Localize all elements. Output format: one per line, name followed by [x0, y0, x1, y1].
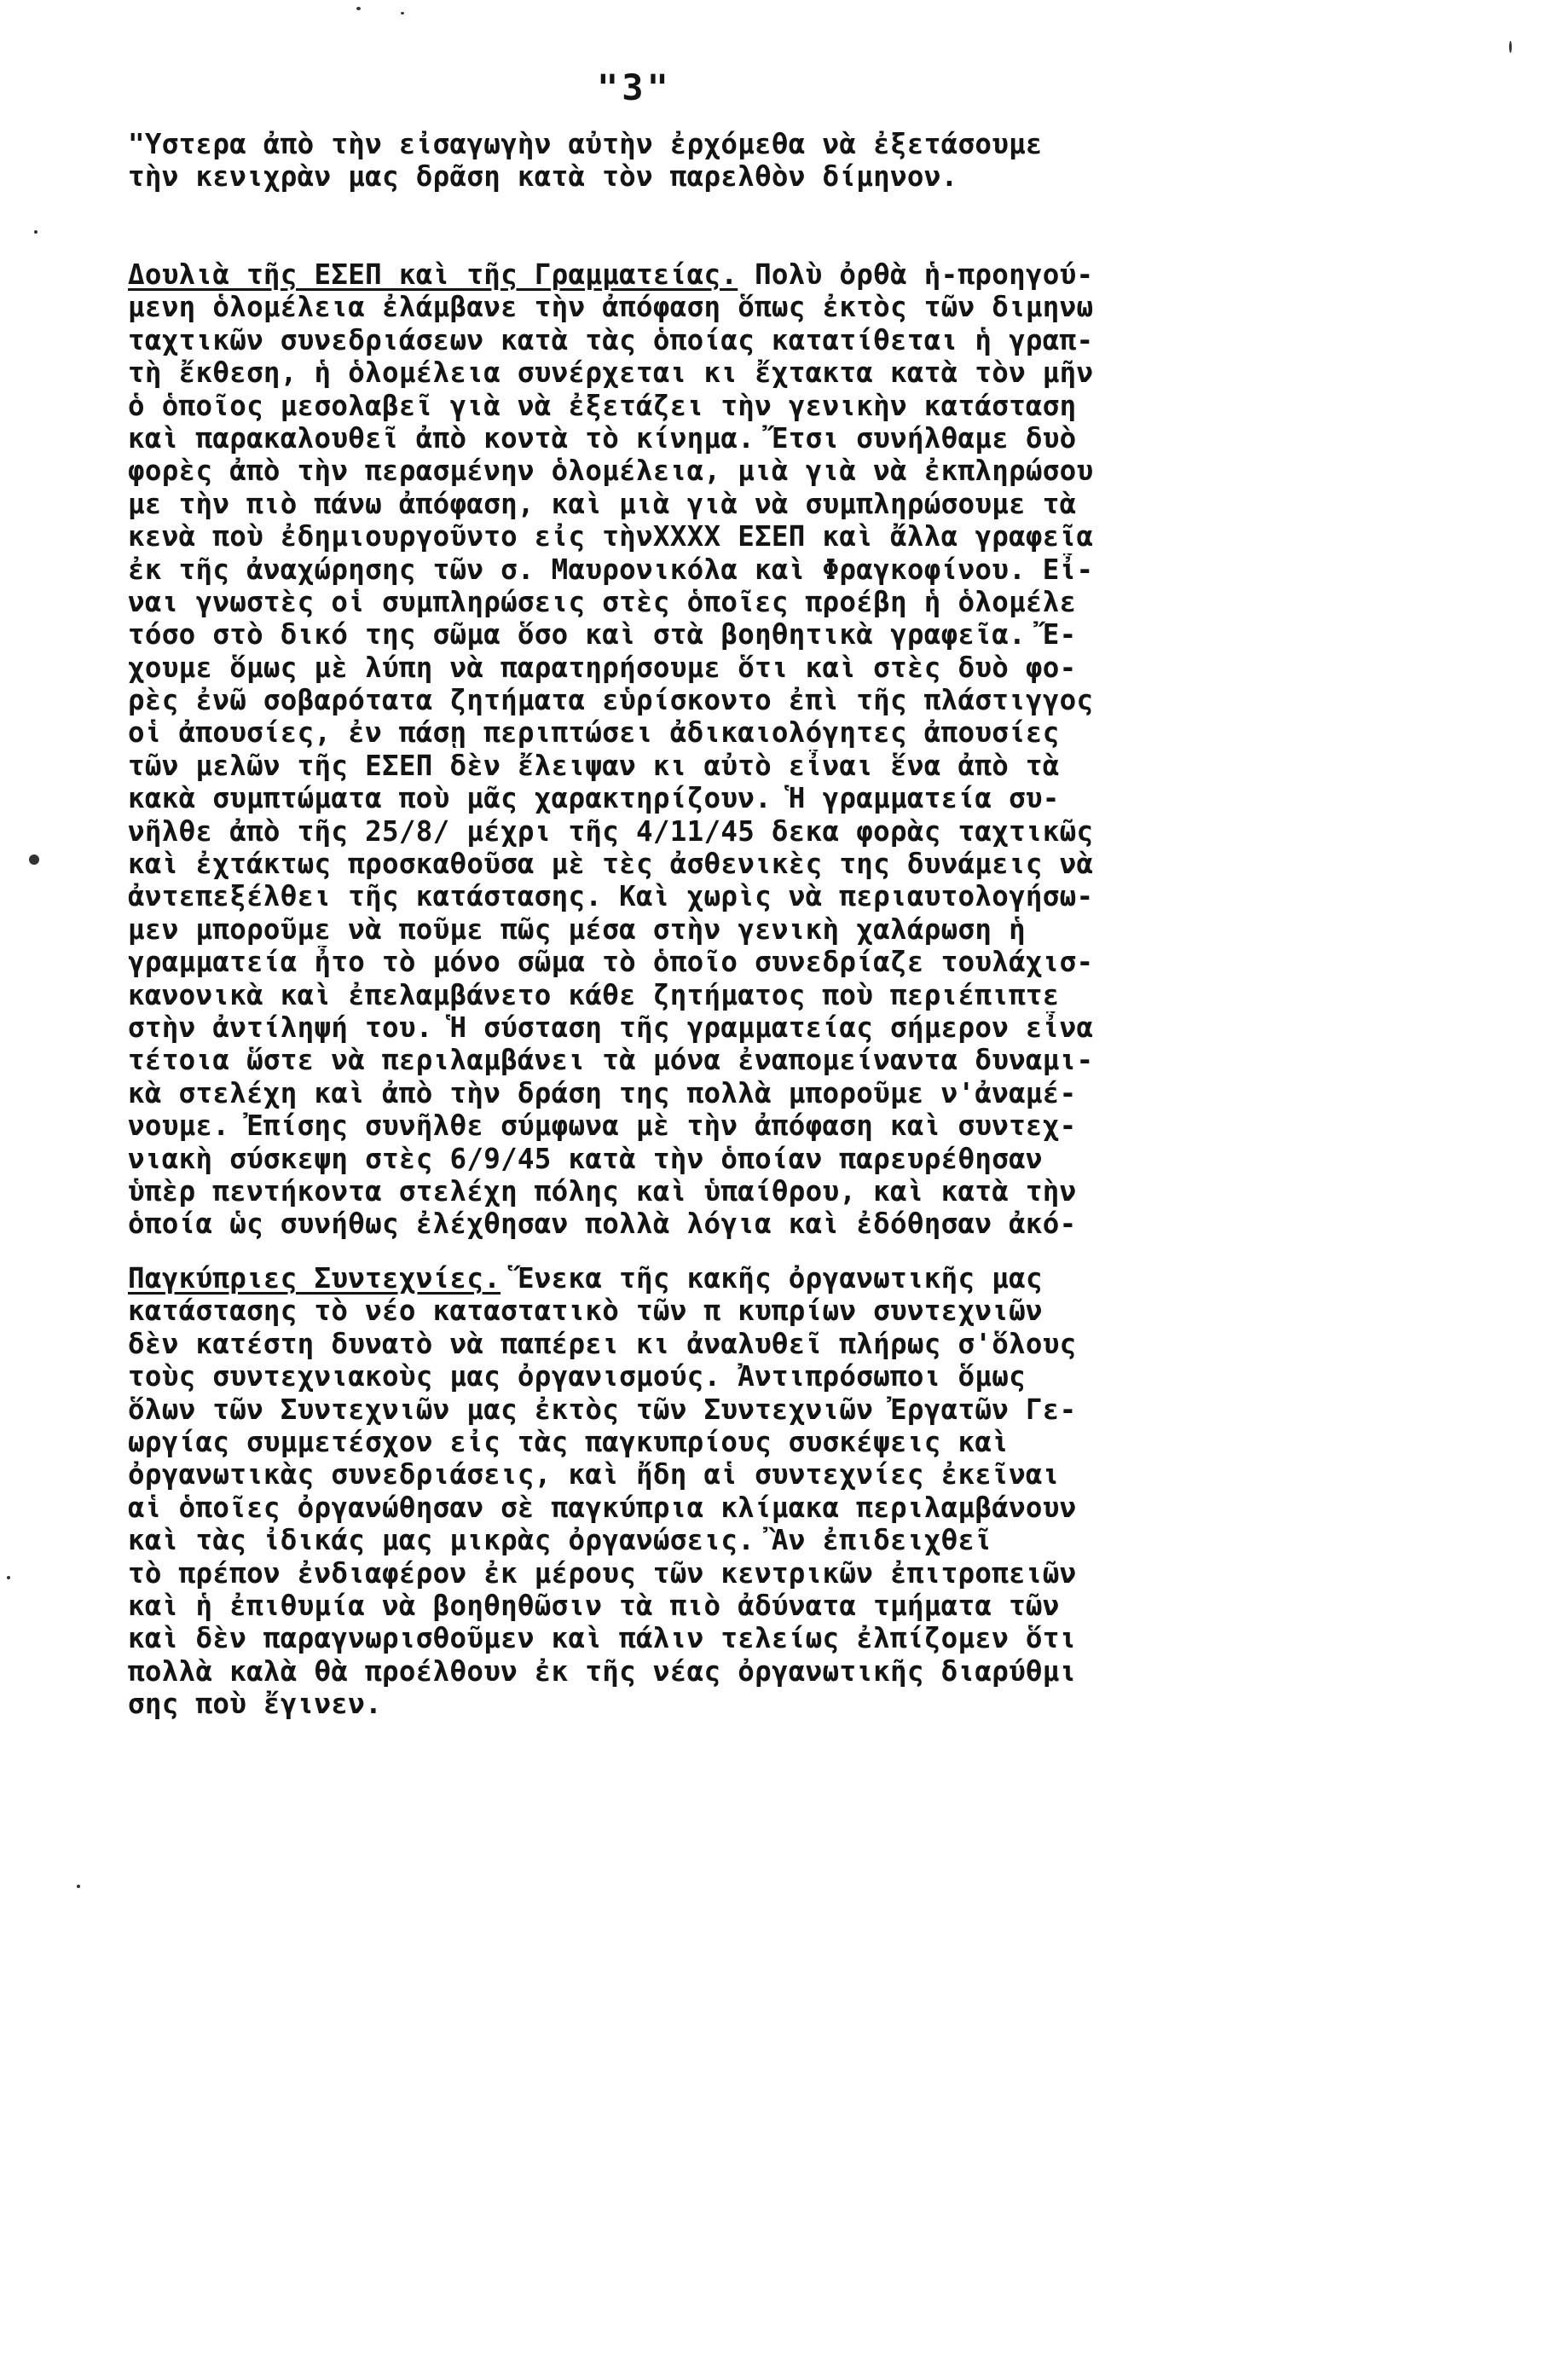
text-line: πολλὰ καλὰ θὰ προέλθουν ἐκ τῆς νέας ὀργανωτικῆς διαρύθμι — [128, 1654, 1077, 1688]
intro-paragraph — [128, 128, 1560, 194]
text-line: φορὲς ἀπὸ τὴν περασμένην ὁλομέλεια, μιὰ γιὰ νὰ ἐκπληρώσου — [128, 455, 1094, 488]
text-line: καὶ παρακαλουθεῖ ἀπὸ κοντὰ τὸ κίνημα. Ἔτσι συνήλθαμε δυὸ — [128, 421, 1077, 455]
text-line: νιακὴ σύσκεψη στὲς 6/9/45 κατὰ τὴν ὁποίαν παρευρέθησαν — [128, 1142, 1043, 1175]
heading-line — [128, 258, 1560, 291]
text-line: τοὺς συντεχνιακοὺς μας ὀργανισμούς. Ἀντιπρόσωποι ὅμως — [128, 1360, 1026, 1393]
text-line: κανονικὰ καὶ ἐπελαμβάνετο κάθε ζητήματος ποὺ περιέπιπτε — [128, 978, 1060, 1011]
section-heading-unions: Παγκύπριες Συντεχνίες. — [128, 1262, 501, 1295]
text-line: κὰ στελέχη καὶ ἀπὸ τὴν δράση της πολλὰ μποροῦμε ν'ἀναμέ- — [128, 1076, 1077, 1109]
text-line: γραμματεία ἦτο τὸ μόνο σῶμα τὸ ὁποῖο συνεδρίαζε τουλάχισ- — [128, 946, 1094, 979]
text-line: ταχτικῶν συνεδριάσεων κατὰ τὰς ὁποίας κατατίθεται ἡ γραπ- — [128, 323, 1094, 356]
section-heading-esep: Δουλιὰ τῆς ΕΣΕΠ καὶ τῆς Γραμματείας. — [128, 258, 738, 291]
text-line: σης ποὺ ἔγινεν. — [128, 1688, 382, 1721]
text-line: κενὰ ποὺ ἐδημιουργοῦντο εἰς τὴνΧΧΧΧ ΕΣΕΠ καὶ ἄλλα γραφεῖα — [128, 520, 1094, 553]
text-line: οἱ ἀπουσίες, ἐν πάσῃ περιπτώσει ἀδικαιολόγητες ἀπουσίες — [128, 716, 1060, 750]
text-line: μεν μποροῦμε νὰ ποῦμε πῶς μέσα στὴν γενικὴ χαλάρωση ἡ — [128, 912, 1026, 946]
text-line: τὸ πρέπον ἐνδιαφέρον ἐκ μέρους τῶν κεντρικῶν ἐπιτροπειῶν — [128, 1556, 1077, 1590]
page-number: "3" — [597, 67, 672, 108]
text-line: τὴν κενιχρὰν μας δρᾶση κατὰ τὸν παρελθὸν δίμηνον. — [128, 160, 958, 194]
text-line: Ἕνεκα τῆς κακῆς ὀργανωτικῆς μας — [500, 1262, 1043, 1295]
section-esep-paragraph — [128, 258, 1560, 1241]
scan-speck — [29, 854, 39, 865]
text-line: νουμε. Ἐπίσης συνῆλθε σύμφωνα μὲ τὴν ἀπόφαση καὶ συντεχ- — [128, 1109, 1077, 1143]
text-line: ὅλων τῶν Συντεχνιῶν μας ἐκτὸς τῶν Συντεχνιῶν Ἐργατῶν Γε- — [128, 1393, 1077, 1426]
text-line: καὶ δὲν παραγνωρισθοῦμεν καὶ πάλιν τελείως ἐλπίζομεν ὅτι — [128, 1622, 1077, 1655]
text-line: ὁποία ὡς συνήθως ἐλέχθησαν πολλὰ λόγια καὶ ἐδόθησαν ἀκό- — [128, 1208, 1077, 1241]
heading-line — [128, 1262, 1560, 1295]
text-line: με τὴν πιὸ πάνω ἀπόφαση, καὶ μιὰ γιὰ νὰ συμπληρώσουμε τὰ — [128, 487, 1077, 520]
scan-speck — [401, 12, 404, 14]
text-line: τέτοια ὥστε νὰ περιλαμβάνει τὰ μόνα ἐναπομείναντα δυναμι- — [128, 1044, 1094, 1077]
text-line: ὁ ὁποῖος μεσολαβεῖ γιὰ νὰ ἐξετάζει τὴν γενικὴν κατάσταση — [128, 389, 1077, 422]
text-line: "Υστερα ἀπὸ τὴν εἰσαγωγὴν αὐτὴν ἐρχόμεθα νὰ ἐξετάσουμε — [128, 128, 1043, 160]
text-line: Πολὺ ὀρθὰ ἡ-προηγού- — [738, 258, 1094, 291]
text-line: αἱ ὁποῖες ὀργανώθησαν σὲ παγκύπρια κλίμακα περιλαμβάνουν — [128, 1491, 1077, 1524]
scan-speck — [1509, 41, 1512, 53]
text-line: ωργίας συμμετέσχον εἰς τὰς παγκυπρίους συσκέψεις καὶ — [128, 1425, 1010, 1458]
text-line: ναι γνωστὲς οἱ συμπληρώσεις στὲς ὁποῖες προέβη ἡ ὁλομέλε — [128, 585, 1077, 618]
scan-speck — [7, 1576, 10, 1579]
text-line: δὲν κατέστη δυνατὸ νὰ παπέρει κι ἀναλυθεῖ πλήρως σ'ὅλους — [128, 1327, 1077, 1360]
text-line: τῶν μελῶν τῆς ΕΣΕΠ δὲν ἔλειψαν κι αὐτὸ εἶναι ἕνα ἀπὸ τὰ — [128, 749, 1060, 782]
text-line: κακὰ συμπτώματα ποὺ μᾶς χαρακτηρίζουν. Ἡ γραμματεία συ- — [128, 782, 1060, 815]
text-line: ἀντεπεξέλθει τῆς κατάστασης. Καὶ χωρὶς νὰ περιαυτολογήσω- — [128, 880, 1094, 913]
text-line: ὀργανωτικὰς συνεδριάσεις, καὶ ἤδη αἱ συντεχνίες ἐκεῖναι — [128, 1458, 1060, 1492]
text-line: ὑπὲρ πεντήκοντα στελέχη πόλης καὶ ὑπαίθρου, καὶ κατὰ τὴν — [128, 1174, 1077, 1208]
scan-speck — [77, 1885, 80, 1888]
text-line: κατάστασης τὸ νέο καταστατικὸ τῶν π κυπρίων συντεχνιῶν — [128, 1295, 1043, 1328]
text-line: μενη ὁλομέλεια ἐλάμβανε τὴν ἀπόφαση ὅπως ἐκτὸς τῶν διμηνω — [128, 291, 1094, 324]
scan-speck — [34, 230, 38, 234]
text-line: στὴν ἀντίληψή του. Ἡ σύσταση τῆς γραμματείας σήμερον εἶνα — [128, 1011, 1094, 1044]
section-unions-paragraph — [128, 1262, 1560, 1720]
text-line: καὶ ἡ ἐπιθυμία νὰ βοηθηθῶσιν τὰ πιὸ ἀδύνατα τμήματα τῶν — [128, 1589, 1060, 1622]
text-line: τὴ ἔκθεση, ἡ ὁλομέλεια συνέρχεται κι ἔχτακτα κατὰ τὸν μῆν — [128, 356, 1094, 390]
text-line: νῆλθε ἀπὸ τῆς 25/8/ μέχρι τῆς 4/11/45 δεκα φορὰς ταχτικῶς — [128, 814, 1094, 848]
text-line: καὶ ἐχτάκτως προσκαθοῦσα μὲ τὲς ἀσθενικὲς της δυνάμεις νὰ — [128, 848, 1094, 881]
scan-speck — [356, 7, 361, 10]
text-line: χουμε ὅμως μὲ λύπη νὰ παρατηρήσουμε ὅτι καὶ στὲς δυὸ φο- — [128, 651, 1077, 684]
text-line: ρὲς ἐνῶ σοβαρότατα ζητήματα εὑρίσκοντο ἐπὶ τῆς πλάστιγγος — [128, 684, 1094, 717]
text-line: τόσο στὸ δικό της σῶμα ὅσο καὶ στὰ βοηθητικὰ γραφεῖα. Ἔ- — [128, 618, 1077, 652]
text-line: ἐκ τῆς ἀναχώρησης τῶν σ. Μαυρονικόλα καὶ Φραγκοφίνου. Εἶ- — [128, 553, 1094, 586]
text-line: καὶ τὰς ἰδικάς μας μικρὰς ὀργανώσεις. Ἂν ἐπιδειχθεῖ — [128, 1524, 992, 1557]
